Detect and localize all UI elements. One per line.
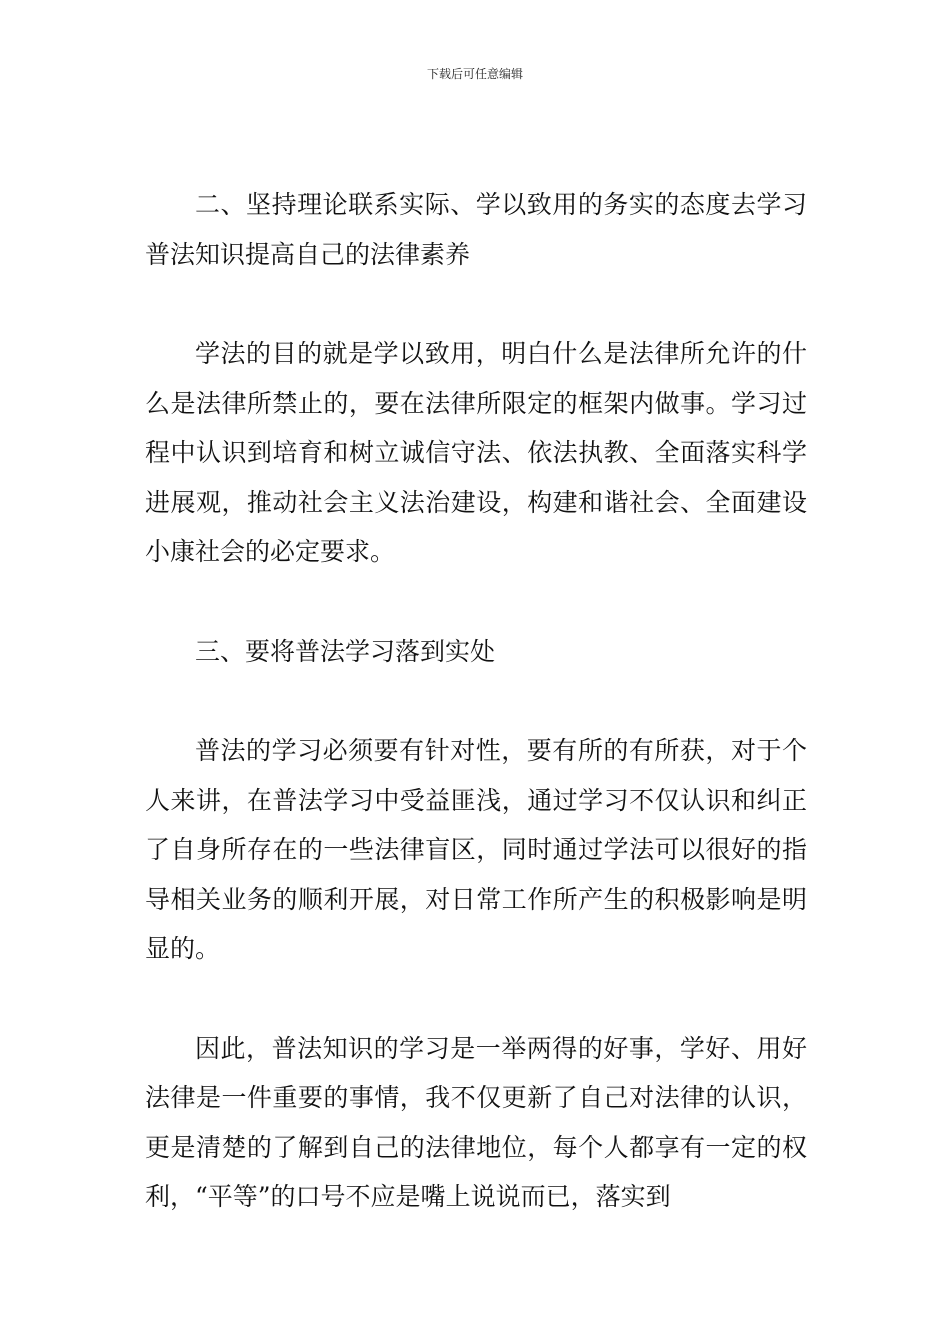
section-heading-two: 二、坚持理论联系实际、学以致用的务实的态度去学习普法知识提高自己的法律素养 bbox=[145, 190, 807, 269]
page-header: 下载后可任意编辑 bbox=[426, 67, 523, 81]
document-body bbox=[145, 180, 807, 1222]
section-heading-three: 三、要将普法学习落到实处 bbox=[195, 636, 496, 666]
body-paragraph: 因此，普法知识的学习是一举两得的好事，学好、用好法律是一件重要的事情，我不仅更新了自己对法律的认识，更是清楚的了解到自己的法律地位，每个人都享有一定的权利，“平等”的口号不应是嘴上说说而已，落实到 bbox=[145, 1033, 807, 1211]
body-paragraph: 普法的学习必须要有针对性，要有所的有所获，对于个人来讲，在普法学习中受益匪浅，通过学习不仅认识和纠正了自身所存在的一些法律盲区，同时通过学法可以很好的指导相关业务的顺利开展，对日常工作所产生的积极影响是明显的。 bbox=[145, 736, 807, 963]
body-paragraph: 学法的目的就是学以致用，明白什么是法律所允许的什么是法律所禁止的，要在法律所限定的框架内做事。学习过程中认识到培育和树立诚信守法、依法执教、全面落实科学进展观，推动社会主义法治建设，构建和谐社会、全面建设小康社会的必定要求。 bbox=[145, 339, 807, 566]
